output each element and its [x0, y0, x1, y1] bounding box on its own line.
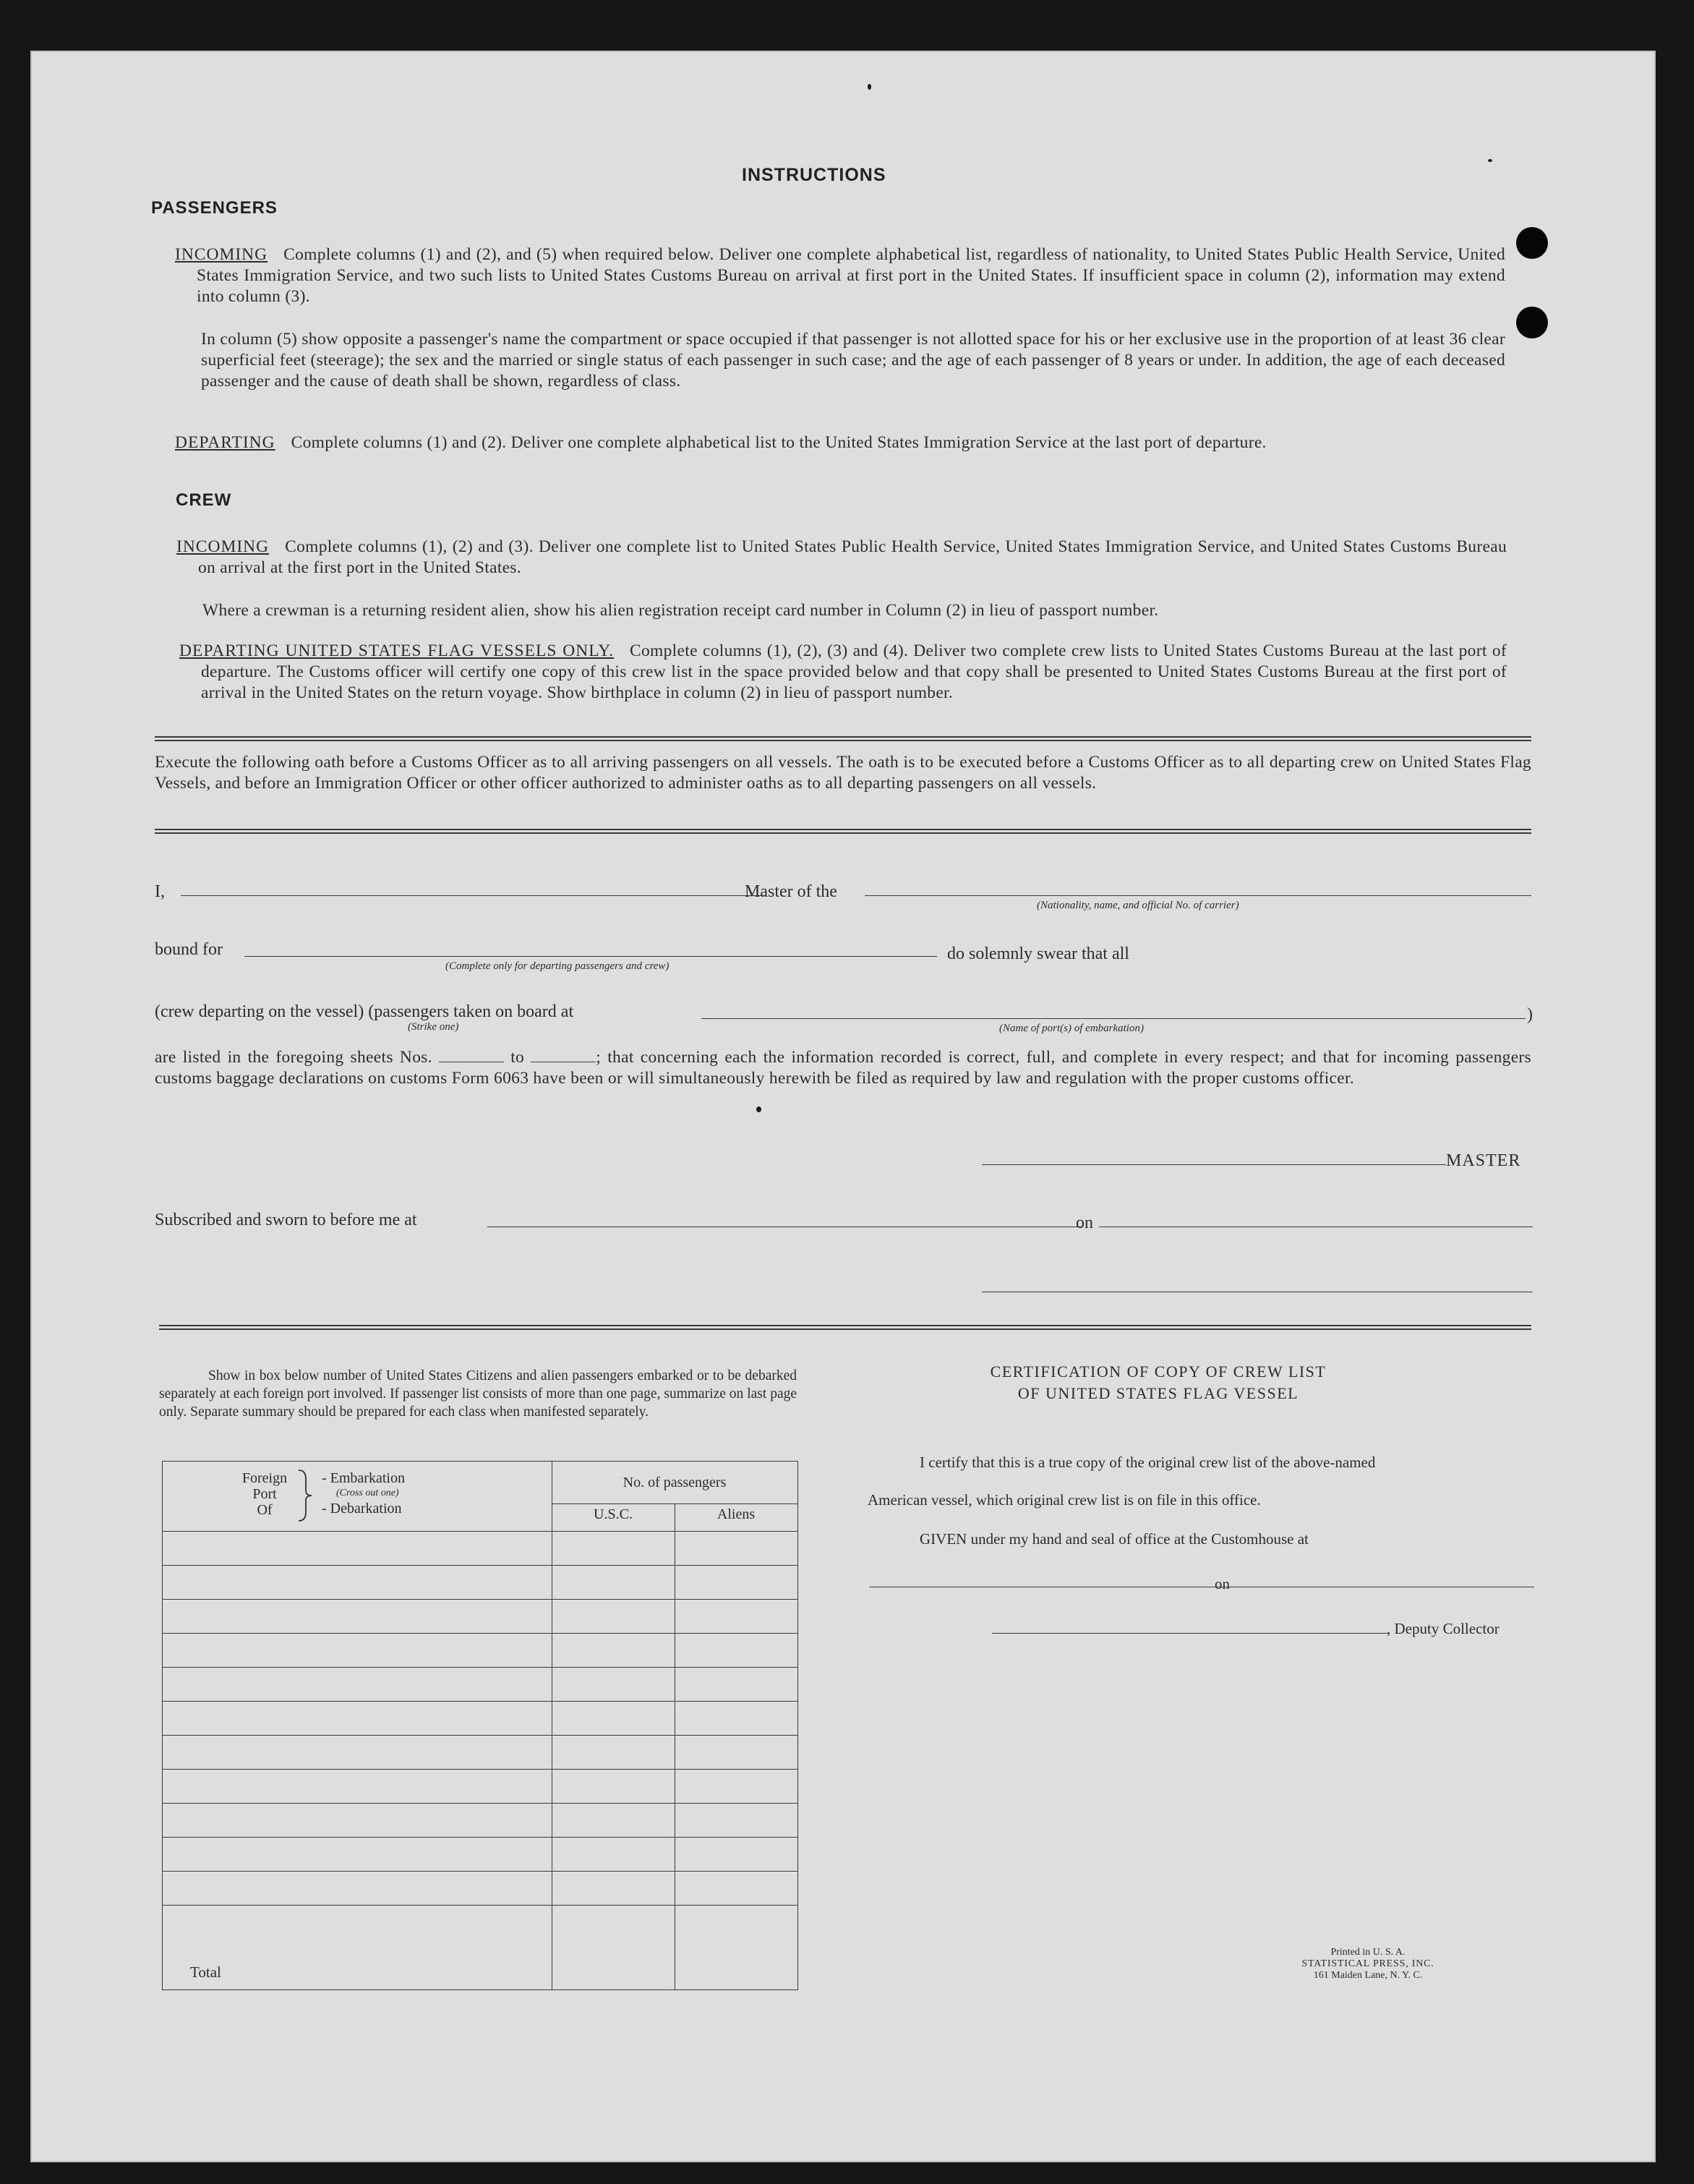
total-label: Total — [190, 1963, 221, 1981]
master-name-field[interactable] — [181, 895, 765, 896]
sheets-to-label: to — [510, 1048, 525, 1067]
aliens-header: Aliens — [716, 1506, 756, 1522]
deputy-signature-field[interactable] — [992, 1633, 1388, 1634]
american-vessel-text: American vessel, which original crew list is on file in this office. — [868, 1491, 1261, 1509]
printer-imprint — [1288, 1947, 1447, 1982]
speck — [756, 1106, 761, 1112]
printer-line1: Printed in U. S. A. — [1330, 1947, 1406, 1958]
speck — [868, 84, 871, 90]
table-row[interactable] — [163, 1871, 797, 1905]
port-caption: (Name of port(s) of embarkation) — [999, 1023, 1144, 1034]
passengers-incoming-label: INCOMING — [175, 245, 268, 264]
table-row[interactable] — [163, 1701, 797, 1735]
printer-line2: STATISTICAL PRESS, INC. — [1301, 1958, 1434, 1969]
printer-line3: 161 Maiden Lane, N. Y. C. — [1313, 1970, 1423, 1981]
bound-for-label: bound for — [155, 940, 223, 959]
summary-instruction: Show in box below number of United States Citizens and alien passengers embarked or to be debarked separately at each foreign port involved. If passenger list consists of more than one page, summarize on last page only. Separate summary should be prepared for each class when manifested separately. — [159, 1368, 797, 1420]
passengers-departing-paragraph — [175, 432, 1505, 453]
table-row[interactable] — [163, 1633, 797, 1667]
passengers-departing-label: DEPARTING — [175, 433, 275, 452]
carrier-field[interactable] — [865, 895, 1531, 896]
no-of-passengers-label: No. of passengers — [623, 1475, 727, 1490]
passengers-departing-text: Complete columns (1) and (2). Deliver one complete alphabetical list to the United States Immigration Service at the last port of departure. — [291, 433, 1267, 452]
table-row[interactable] — [163, 1531, 797, 1565]
certification-on-label: on — [1215, 1575, 1230, 1592]
crew-incoming-label: INCOMING — [176, 537, 270, 556]
subscribed-label: Subscribed and sworn to before me at — [155, 1211, 417, 1229]
crew-departing-label-oath: (crew departing on the vessel) (passengers taken on board at — [155, 1002, 574, 1021]
cross-out-caption: (Cross out one) — [336, 1488, 399, 1498]
bound-for-caption: (Complete only for departing passengers and crew) — [445, 960, 670, 972]
certify-text: I certify that this is a true copy of the original crew list of the above-named — [920, 1454, 1376, 1471]
table-row[interactable] — [163, 1837, 797, 1871]
do-solemnly-label: do solemnly swear that all — [947, 944, 1129, 963]
summary-table — [162, 1461, 798, 1990]
crew-incoming-text: Complete columns (1), (2) and (3). Deliver one complete list to United States Public Health Service, United States Immigration Service, and United States Customs Bureau on arrival at the first port in the United States. — [198, 537, 1507, 577]
punch-hole-top — [1516, 227, 1548, 259]
table-row[interactable] — [163, 1803, 797, 1837]
master-signature-field[interactable] — [982, 1164, 1446, 1165]
crew-departing-text: Complete columns (1), (2), (3) and (4). Deliver two complete crew lists to United States Customs Bureau at the last port of departure. The Customs officer will certify one copy of this crew list in the space provided below and that copy shall be presented to United States Customs Bureau at the first port of arrival in the United States on the return voyage. Show birthplace in column (2) in lieu of passport number. — [201, 641, 1507, 702]
embarkation-port-field[interactable] — [701, 1018, 1526, 1019]
table-rows — [163, 1531, 797, 1997]
sheets-suffix: ; that concerning each the information recorded is correct, full, and complete in every respect; and that for incoming passengers customs baggage declarations on customs Form 6063 have been or will simultaneously herewith be filed as required by law and regulation with the proper customs officer. — [155, 1048, 1531, 1088]
crew-incoming-paragraph — [176, 537, 1507, 579]
brace-icon — [296, 1469, 315, 1522]
crew-departing-label: DEPARTING UNITED STATES FLAG VESSELS ONLY. — [179, 641, 615, 660]
master-of-the-label: Master of the — [745, 882, 837, 901]
master-label: MASTER — [1446, 1151, 1521, 1170]
crew-title: CREW — [176, 490, 232, 510]
document-page — [30, 51, 1656, 2162]
certification-title — [891, 1361, 1426, 1404]
table-row[interactable] — [163, 1599, 797, 1633]
given-text: GIVEN under my hand and seal of office at the Customhouse at — [920, 1530, 1309, 1548]
passengers-incoming-paragraph — [175, 244, 1505, 307]
crew-departing-paragraph — [179, 641, 1507, 704]
sheets-to-field[interactable] — [531, 1049, 596, 1062]
double-rule-bottom — [159, 1325, 1531, 1330]
table-row[interactable] — [163, 1735, 797, 1769]
usc-header: U.S.C. — [594, 1506, 633, 1522]
certification-title-line1: CERTIFICATION OF COPY OF CREW LIST — [990, 1362, 1327, 1381]
debarkation-label: - Debarkation — [322, 1501, 402, 1517]
passengers-header-line — [552, 1503, 797, 1504]
certification-title-line2: OF UNITED STATES FLAG VESSEL — [1017, 1384, 1299, 1402]
table-row[interactable] — [163, 1667, 797, 1701]
strike-one-caption: (Strike one) — [408, 1021, 459, 1033]
bound-for-field[interactable] — [244, 956, 937, 957]
embarkation-label: - Embarkation — [322, 1470, 405, 1486]
total-row[interactable] — [163, 1905, 797, 1997]
instructions-heading: INSTRUCTIONS — [742, 165, 886, 185]
sheets-paragraph — [155, 1047, 1531, 1089]
speck — [1488, 159, 1492, 162]
passengers-incoming-text: Complete columns (1) and (2), and (5) when required below. Deliver one complete alphabetical list, regardless of nationality, to United States Public Health Service, United States Immigration Service, and two such lists to United States Customs Bureau on arrival at first port in the United States. If insufficient space in column (2), information may extend into column (3). — [197, 245, 1505, 306]
crew-incoming-note: Where a crewman is a returning resident alien, show his alien registration receipt card number in Column (2) in lieu of passport number. — [202, 601, 1159, 620]
deputy-collector-label: , Deputy Collector — [1387, 1620, 1500, 1637]
carrier-caption: (Nationality, name, and official No. of carrier) — [1037, 900, 1239, 911]
table-row[interactable] — [163, 1769, 797, 1803]
oath-i-label: I, — [155, 882, 165, 901]
punch-hole-bottom — [1516, 307, 1548, 338]
foreign-port-of-label: Foreign Port Of — [241, 1470, 288, 1518]
sworn-on-label: on — [1076, 1213, 1093, 1232]
passengers-title: PASSENGERS — [151, 198, 278, 218]
sheets-prefix: are listed in the foregoing sheets Nos. — [155, 1048, 432, 1067]
passengers-incoming-note: In column (5) show opposite a passenger's name the compartment or space occupied if that passenger is not allotted space for his or her exclusive use in the proportion of at least 36 clear superficial feet (steerage); the sex and the married or single status of each passenger in such case; and the age of each passenger of 8 years or under. In addition, the age of each deceased passenger and the cause of death shall be shown, regardless of class. — [201, 330, 1505, 391]
double-rule-top — [155, 736, 1531, 741]
sheets-from-field[interactable] — [439, 1049, 504, 1062]
double-rule-middle — [155, 829, 1531, 834]
oath-instruction: Execute the following oath before a Customs Officer as to all arriving passengers on all vessels. The oath is to be executed before a Customs Officer as to all departing crew on United States Flag Vessels, and before an Immigration Officer or other officer authorized to administer oaths as to all departing passengers on all vessels. — [155, 753, 1531, 793]
close-paren: ) — [1527, 1005, 1533, 1024]
table-row[interactable] — [163, 1565, 797, 1599]
